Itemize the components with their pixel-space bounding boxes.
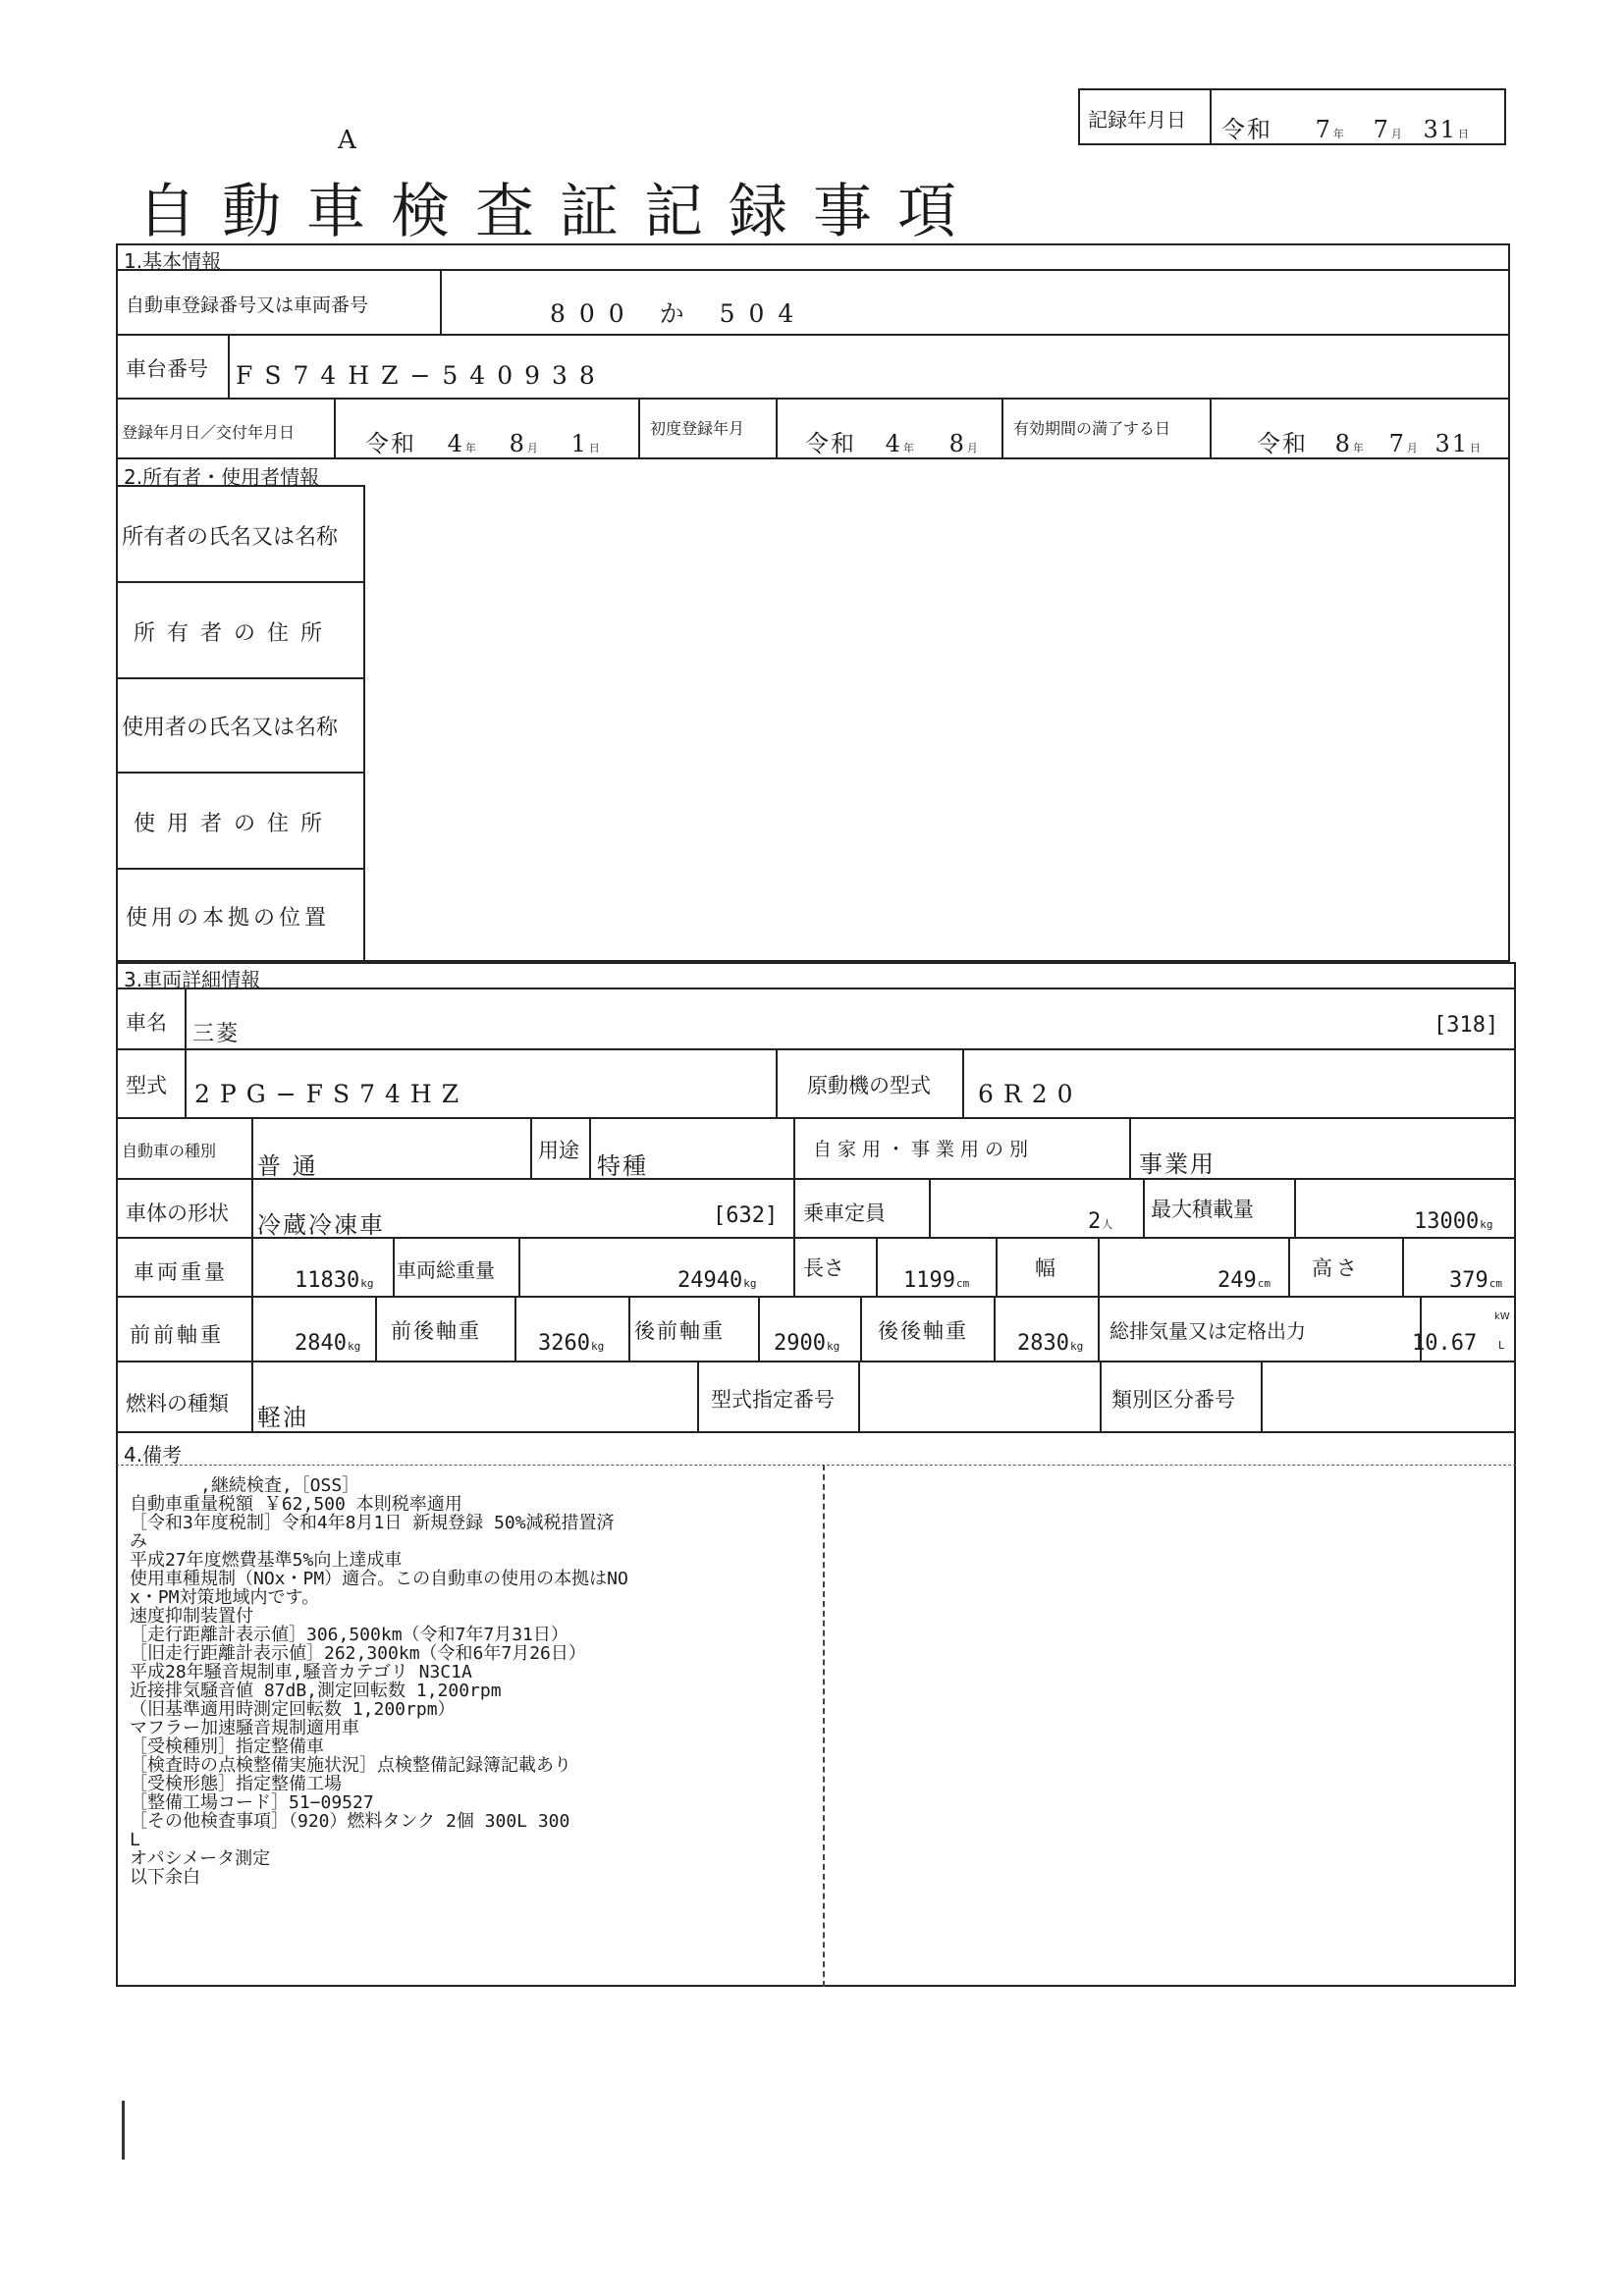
height-unit: cm xyxy=(1488,1277,1502,1290)
reg-date-year: 4 xyxy=(447,430,464,457)
gross-weight-label: 車両総重量 xyxy=(397,1258,495,1282)
note-line: ［受検種別］指定整備車 xyxy=(130,1736,324,1757)
note-line: 近接排気騒音値 87dB,測定回転数 1,200rpm xyxy=(130,1681,502,1701)
rf-axle-unit: kg xyxy=(826,1340,840,1353)
first-reg-label: 初度登録年月 xyxy=(650,419,745,438)
expiry-month: 7 xyxy=(1388,430,1406,457)
capacity-value xyxy=(1088,1209,1112,1234)
use-value: 特種 xyxy=(597,1152,648,1180)
first-reg-era: 令和 xyxy=(805,430,856,457)
note-line: 使用車種規制（NOx・PM）適合。この自動車の使用の本拠はNO xyxy=(130,1569,628,1589)
expiry-value xyxy=(1257,424,1483,458)
type-designation-label: 型式指定番号 xyxy=(711,1388,835,1412)
record-date-day-unit: 日 xyxy=(1458,128,1472,140)
user-address-label: 使用者の住所 xyxy=(134,812,335,836)
note-line: ［令和3年度税制］令和4年8月1日 新規登録 50%減税措置済 xyxy=(130,1513,615,1533)
displacement-number: 10.67 xyxy=(1412,1331,1478,1356)
record-date-month: 7 xyxy=(1373,116,1390,143)
weight-number: 11830 xyxy=(295,1268,360,1293)
ff-axle-label: 前前軸重 xyxy=(130,1323,224,1347)
car-name-code: [318] xyxy=(1434,1013,1499,1038)
length-unit: cm xyxy=(955,1277,970,1290)
rr-axle-value xyxy=(1017,1331,1083,1356)
user-name-label: 使用者の氏名又は名称 xyxy=(122,716,339,740)
reg-date-label: 登録年月日／交付年月日 xyxy=(122,423,296,442)
shape-code: [632] xyxy=(713,1203,779,1228)
gross-weight-value xyxy=(677,1268,756,1293)
record-date-day: 31 xyxy=(1423,116,1458,143)
width-number: 249 xyxy=(1217,1268,1257,1293)
width-value xyxy=(1217,1268,1271,1293)
expiry-era: 令和 xyxy=(1257,430,1308,457)
reg-date-day: 1 xyxy=(570,430,588,457)
max-load-unit: kg xyxy=(1480,1218,1493,1231)
reg-date-month-unit: 月 xyxy=(526,442,540,454)
note-line: （旧基準適用時測定回転数 1,200rpm） xyxy=(130,1699,456,1720)
displacement-value xyxy=(1412,1331,1477,1356)
rr-axle-unit: kg xyxy=(1069,1340,1084,1353)
max-load-number: 13000 xyxy=(1414,1209,1480,1234)
record-date-value xyxy=(1221,110,1471,144)
record-date-month-unit: 月 xyxy=(1390,128,1404,140)
expiry-day-unit: 日 xyxy=(1470,442,1484,454)
kind-value: 普 通 xyxy=(257,1152,318,1180)
shape-value: 冷蔵冷凍車 xyxy=(257,1211,385,1239)
rr-axle-number: 2830 xyxy=(1017,1331,1069,1356)
weight-value xyxy=(295,1268,373,1293)
displacement-label: 総排気量又は定格出力 xyxy=(1109,1319,1306,1343)
note-line: L xyxy=(130,1830,140,1850)
record-date-year: 7 xyxy=(1315,116,1332,143)
record-date-era: 令和 xyxy=(1221,116,1272,143)
section-owner-title: 2.所有者・使用者情報 xyxy=(124,465,320,489)
gross-weight-unit: kg xyxy=(743,1277,757,1290)
note-line: 以下余白 xyxy=(130,1867,200,1888)
ff-axle-unit: kg xyxy=(347,1340,361,1353)
fuel-label: 燃料の種類 xyxy=(126,1392,229,1415)
displacement-unit-bottom: L xyxy=(1498,1339,1505,1352)
chassis-value: FS74HZ−540938 xyxy=(236,361,607,390)
first-reg-month: 8 xyxy=(948,430,966,457)
fr-axle-label: 前後軸重 xyxy=(391,1319,481,1343)
section-notes-title: 4.備考 xyxy=(124,1443,183,1467)
corner-mark: A xyxy=(338,126,356,155)
private-label: 自家用・事業用の別 xyxy=(813,1139,1035,1160)
note-line: ［旧走行距離計表示値］262,300km（令和6年7月26日） xyxy=(130,1643,586,1664)
expiry-year-unit: 年 xyxy=(1352,442,1366,454)
base-location-label: 使用の本拠の位置 xyxy=(126,906,331,931)
expiry-month-unit: 月 xyxy=(1406,442,1420,454)
note-line: ［検査時の点検整備実施状況］点検整備記録簿記載あり xyxy=(130,1755,571,1776)
fuel-value: 軽油 xyxy=(257,1404,308,1431)
rf-axle-value xyxy=(774,1331,839,1356)
model-label: 型式 xyxy=(126,1074,167,1097)
first-reg-year: 4 xyxy=(885,430,902,457)
first-reg-value xyxy=(805,424,980,458)
width-unit: cm xyxy=(1257,1277,1271,1290)
width-label: 幅 xyxy=(1035,1256,1055,1280)
reg-number-value: 800 か 504 xyxy=(550,299,808,328)
car-name-label: 車名 xyxy=(126,1011,167,1035)
capacity-label: 乗車定員 xyxy=(803,1201,886,1225)
rf-axle-number: 2900 xyxy=(774,1331,826,1356)
max-load-label: 最大積載量 xyxy=(1151,1198,1254,1221)
height-number: 379 xyxy=(1449,1268,1488,1293)
record-date-label: 記録年月日 xyxy=(1088,108,1186,132)
ff-axle-value xyxy=(295,1331,360,1356)
reg-date-era: 令和 xyxy=(365,430,416,457)
weight-label: 車両重量 xyxy=(134,1260,228,1284)
note-line: み xyxy=(130,1531,147,1552)
shape-label: 車体の形状 xyxy=(126,1201,229,1225)
note-line: x・PM対策地域内です。 xyxy=(130,1587,320,1608)
note-line: マフラー加速騒音規制適用車 xyxy=(130,1718,359,1738)
weight-unit: kg xyxy=(360,1277,374,1290)
car-name-value: 三菱 xyxy=(192,1022,241,1046)
use-label: 用途 xyxy=(538,1139,579,1162)
category-label: 類別区分番号 xyxy=(1111,1388,1235,1412)
ff-axle-number: 2840 xyxy=(295,1331,347,1356)
max-load-value xyxy=(1414,1209,1492,1234)
chassis-label: 車台番号 xyxy=(126,357,208,381)
expiry-label: 有効期間の満了する日 xyxy=(1013,419,1171,438)
reg-date-value xyxy=(365,424,602,458)
expiry-day: 31 xyxy=(1434,430,1470,457)
reg-date-day-unit: 日 xyxy=(588,442,602,454)
note-line: ［受検形態］指定整備工場 xyxy=(130,1774,342,1794)
height-value xyxy=(1449,1268,1502,1293)
kind-label: 自動車の種別 xyxy=(122,1142,217,1160)
owner-name-label: 所有者の氏名又は名称 xyxy=(122,525,339,550)
capacity-number: 2 xyxy=(1088,1209,1102,1234)
scan-margin-mark xyxy=(122,2101,125,2160)
owner-address-label: 所有者の住所 xyxy=(134,621,335,646)
note-line: ［その他検査事項］（920）燃料タンク 2個 300L 300 xyxy=(130,1811,570,1832)
fr-axle-number: 3260 xyxy=(538,1331,590,1356)
note-line: オパシメータ測定 xyxy=(130,1848,271,1869)
note-line: 平成27年度燃費基準5%向上達成車 xyxy=(130,1550,403,1571)
engine-value: 6R20 xyxy=(978,1080,1083,1108)
expiry-year: 8 xyxy=(1334,430,1352,457)
reg-number-label: 自動車登録番号又は車両番号 xyxy=(126,294,369,316)
capacity-unit: 人 xyxy=(1102,1218,1113,1231)
model-value: 2PG−FS74HZ xyxy=(194,1080,469,1108)
displacement-unit-top: kW xyxy=(1494,1311,1510,1322)
reg-date-year-unit: 年 xyxy=(464,442,478,454)
fr-axle-value xyxy=(538,1331,604,1356)
note-line: ,継続検査,［OSS］ xyxy=(130,1475,360,1496)
length-label: 長さ xyxy=(803,1256,844,1280)
private-value: 事業用 xyxy=(1139,1150,1216,1178)
record-date-year-unit: 年 xyxy=(1332,128,1346,140)
length-number: 1199 xyxy=(903,1268,955,1293)
first-reg-month-unit: 月 xyxy=(966,442,980,454)
reg-date-month: 8 xyxy=(509,430,526,457)
rr-axle-label: 後後軸重 xyxy=(878,1319,968,1343)
length-value xyxy=(903,1268,969,1293)
section-basic-title: 1.基本情報 xyxy=(124,249,222,273)
page-title: 自動車検査証記録事項 xyxy=(137,178,982,246)
first-reg-year-unit: 年 xyxy=(902,442,916,454)
rf-axle-label: 後前軸重 xyxy=(634,1319,725,1343)
note-line: 平成28年騒音規制車,騒音カテゴリ N3C1A xyxy=(130,1662,472,1682)
height-label: 高さ xyxy=(1312,1256,1361,1280)
note-line: ［走行距離計表示値］306,500km（令和7年7月31日） xyxy=(130,1625,568,1645)
engine-label: 原動機の型式 xyxy=(807,1074,931,1097)
note-line: 速度抑制装置付 xyxy=(130,1606,253,1627)
gross-weight-number: 24940 xyxy=(677,1268,743,1293)
section-vehicle-title: 3.車両詳細情報 xyxy=(124,968,261,991)
note-line: 自動車重量税額 ￥62,500 本則税率適用 xyxy=(130,1494,462,1515)
fr-axle-unit: kg xyxy=(590,1340,605,1353)
note-line: ［整備工場コード］51−09527 xyxy=(130,1792,374,1813)
notes-list xyxy=(130,1476,817,1887)
